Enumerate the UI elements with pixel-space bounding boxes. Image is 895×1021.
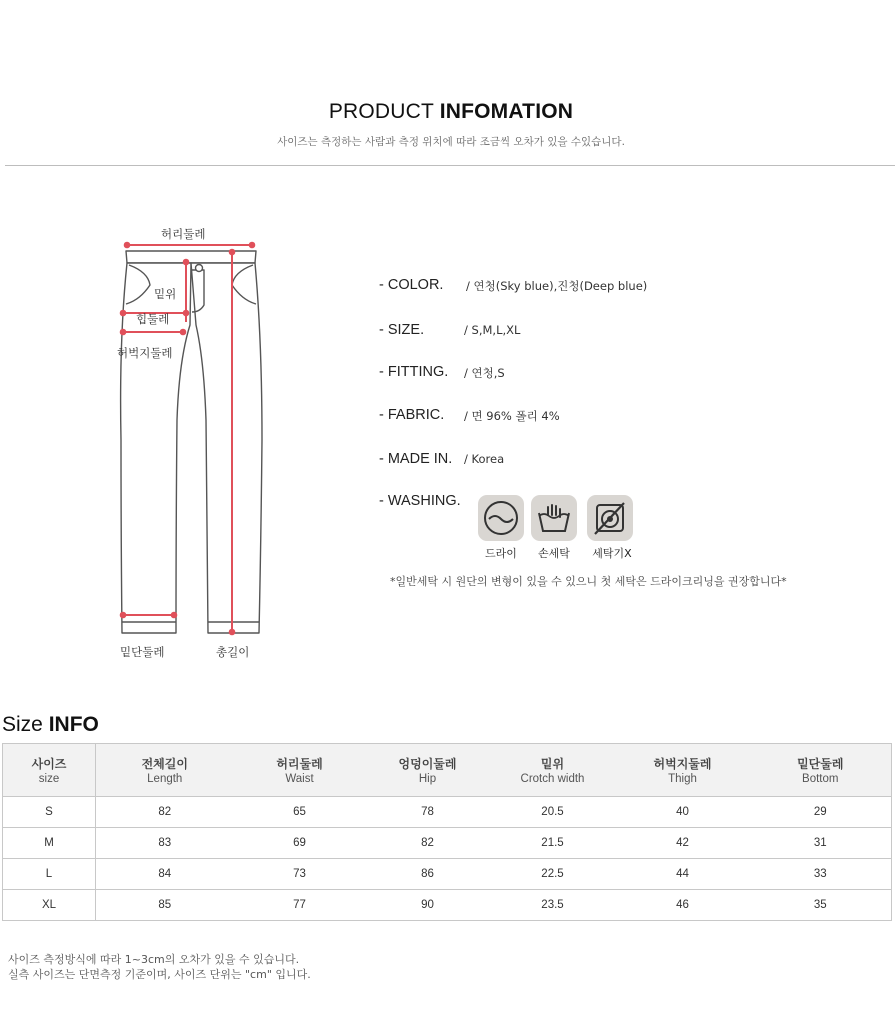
cell-hip: 90 xyxy=(366,890,490,921)
label-hip: 힙둘레 xyxy=(136,312,170,326)
cell-waist: 69 xyxy=(234,828,366,859)
wash-label-dry: 드라이 xyxy=(485,547,517,560)
cell-size: M xyxy=(3,828,96,859)
cell-crotch: 23.5 xyxy=(490,890,616,921)
cell-thigh: 44 xyxy=(616,859,750,890)
page-title xyxy=(0,100,895,124)
page-subtitle: 사이즈는 측정하는 사람과 측정 위치에 따라 조금씩 오차가 있을 수있습니다. xyxy=(277,136,625,148)
wash-label-hand: 손세탁 xyxy=(538,547,570,560)
col-header-hip-en: Hip xyxy=(418,773,437,785)
col-header-size xyxy=(3,744,96,797)
wash-label-no-machine: 세탁기X xyxy=(592,547,632,560)
col-header-waist-en: Waist xyxy=(285,773,314,785)
cell-size: S xyxy=(3,797,96,828)
spec-made-in-value: / Korea xyxy=(464,452,505,466)
spec-fitting-value: / 연청,S xyxy=(464,366,505,380)
cell-hip: 82 xyxy=(366,828,490,859)
cell-waist: 65 xyxy=(234,797,366,828)
cell-bottom: 35 xyxy=(750,890,892,921)
cell-crotch: 22.5 xyxy=(490,859,616,890)
cell-waist: 73 xyxy=(234,859,366,890)
col-header-crotch-en: Crotch width xyxy=(520,773,585,785)
pants-measurement-diagram xyxy=(110,240,270,640)
col-header-length-ko: 전체길이 xyxy=(141,757,188,771)
col-header-crotch-ko: 밑위 xyxy=(540,757,565,771)
page-title-bold: INFOMATION xyxy=(439,100,574,123)
spec-color-key: - COLOR. xyxy=(379,277,444,293)
col-header-hip-ko: 엉덩이둘레 xyxy=(398,757,457,771)
cell-size: L xyxy=(3,859,96,890)
col-header-bottom-en: Bottom xyxy=(802,773,839,785)
cell-bottom: 31 xyxy=(750,828,892,859)
size-info-title xyxy=(2,713,99,737)
cell-length: 83 xyxy=(96,828,234,859)
cell-hip: 86 xyxy=(366,859,490,890)
cell-crotch: 21.5 xyxy=(490,828,616,859)
right-leg-shape xyxy=(191,263,262,633)
size-info-title-bold: INFO xyxy=(48,713,99,736)
cell-thigh: 46 xyxy=(616,890,750,921)
label-length: 총길이 xyxy=(216,645,250,659)
dry-clean-icon xyxy=(478,495,524,541)
cell-crotch: 20.5 xyxy=(490,797,616,828)
hand-wash-icon xyxy=(531,495,577,541)
header-divider xyxy=(5,165,895,166)
label-bottom: 밑단둘레 xyxy=(120,645,165,659)
spec-size-key: - SIZE. xyxy=(379,322,425,338)
washing-note: *일반세탁 시 원단의 변형이 있을 수 있으니 첫 세탁은 드라이크리닝을 권장합니다* xyxy=(390,575,787,588)
cell-thigh: 42 xyxy=(616,828,750,859)
col-header-hip xyxy=(366,744,490,797)
col-header-bottom-ko: 밑단둘레 xyxy=(797,757,844,771)
table-row xyxy=(3,828,892,859)
spec-made-in-key: - MADE IN. xyxy=(379,451,453,467)
spec-color-value: / 연청(Sky blue),진청(Deep blue) xyxy=(466,279,648,293)
cell-length: 85 xyxy=(96,890,234,921)
col-header-bottom xyxy=(750,744,892,797)
cell-hip: 78 xyxy=(366,797,490,828)
col-header-waist xyxy=(234,744,366,797)
cell-length: 84 xyxy=(96,859,234,890)
size-table-header-row xyxy=(3,744,892,797)
spec-fabric-value: / 면 96% 폴리 4% xyxy=(464,409,560,423)
cell-waist: 77 xyxy=(234,890,366,921)
label-waist: 허리둘레 xyxy=(161,227,206,241)
table-row xyxy=(3,797,892,828)
spec-washing-key: - WASHING. xyxy=(379,493,461,509)
spec-fitting-key: - FITTING. xyxy=(379,364,449,380)
table-row xyxy=(3,859,892,890)
cell-length: 82 xyxy=(96,797,234,828)
waistband-shape xyxy=(126,251,256,263)
page-title-light: PRODUCT xyxy=(328,100,440,123)
col-header-length-en: Length xyxy=(147,773,183,785)
size-table xyxy=(2,743,892,921)
label-crotch: 밑위 xyxy=(154,287,177,301)
col-header-crotch xyxy=(490,744,616,797)
col-header-size-ko: 사이즈 xyxy=(31,757,67,771)
cell-bottom: 29 xyxy=(750,797,892,828)
footnote-tolerance: 사이즈 측정방식에 따라 1~3cm의 오차가 있을 수 있습니다. xyxy=(8,953,300,966)
spec-size-value: / S,M,L,XL xyxy=(464,323,521,337)
col-header-thigh-en: Thigh xyxy=(668,773,697,785)
label-thigh: 허벅지둘레 xyxy=(117,346,173,360)
col-header-thigh xyxy=(616,744,750,797)
col-header-size-en: size xyxy=(38,773,60,785)
col-header-thigh-ko: 허벅지둘레 xyxy=(653,757,712,771)
cell-bottom: 33 xyxy=(750,859,892,890)
size-info-title-light: Size xyxy=(2,713,49,736)
table-row xyxy=(3,890,892,921)
cell-thigh: 40 xyxy=(616,797,750,828)
col-header-waist-ko: 허리둘레 xyxy=(276,757,323,771)
col-header-length xyxy=(96,744,234,797)
no-machine-wash-icon xyxy=(587,495,633,541)
footnote-units: 실측 사이즈는 단면측정 기준이며, 사이즈 단위는 "cm" 입니다. xyxy=(8,968,311,981)
cell-size: XL xyxy=(3,890,96,921)
spec-fabric-key: - FABRIC. xyxy=(379,407,445,423)
